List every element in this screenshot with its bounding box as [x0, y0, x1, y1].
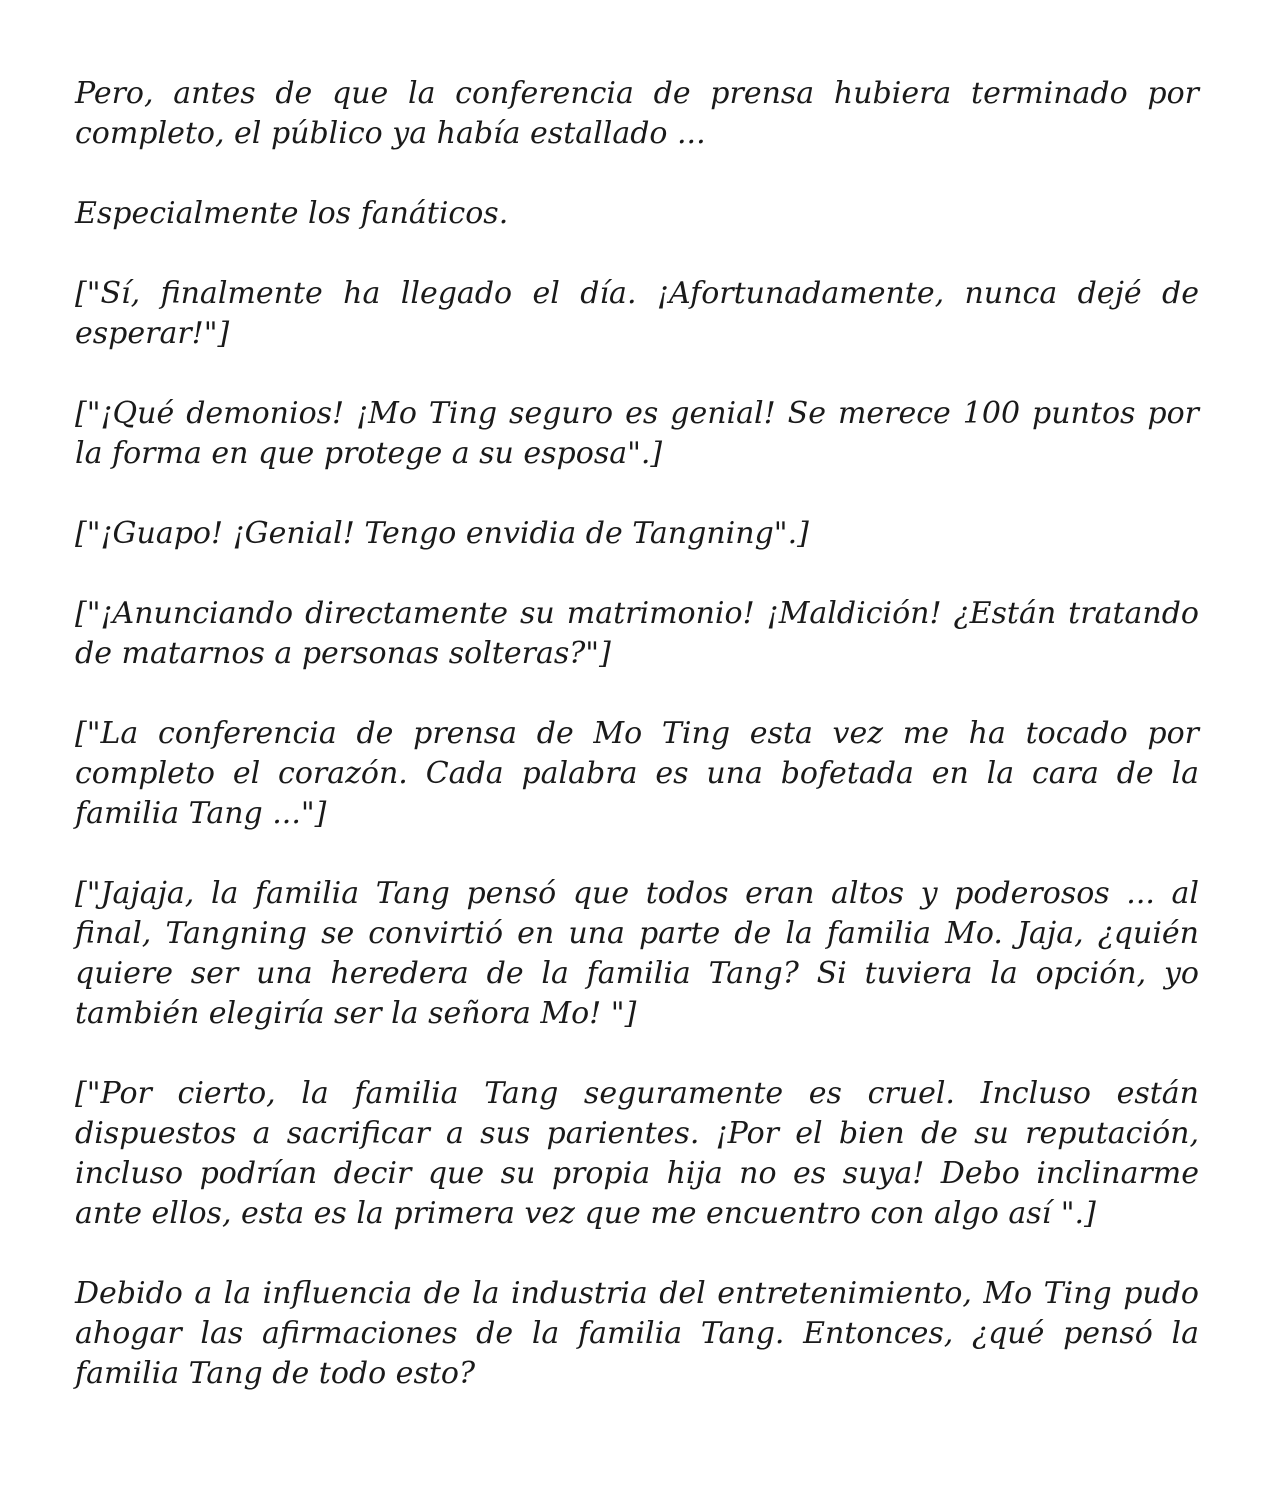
- comment-2: ["¡Qué demonios! ¡Mo Ting seguro es genial! Se merece 100 puntos por la forma en que protege a su esposa".]: [75, 396, 1199, 471]
- paragraph-fans: Especialmente los fanáticos.: [75, 196, 509, 231]
- paragraph-conclusion: Debido a la influencia de la industria del entretenimiento, Mo Ting pudo ahogar las afirmaciones de la familia Tang. Entonces, ¿qué pensó la familia Tang de todo esto?: [75, 1276, 1199, 1391]
- comment-7: ["Por cierto, la familia Tang seguramente es cruel. Incluso están dispuestos a sacrificar a sus parientes. ¡Por el bien de su reputación, incluso podrían decir que su propia hija no es suya! Debo inclinarme ante ellos, esta es la primera vez que me encuentro con algo así ".]: [75, 1076, 1199, 1231]
- comment-6: ["Jajaja, la familia Tang pensó que todos eran altos y poderosos ... al final, Tangning se convirtió en una parte de la familia Mo. Jaja, ¿quién quiere ser una heredera de la familia Tang? Si tuviera la opción, yo también elegiría ser la señora Mo! "]: [75, 876, 1199, 1031]
- comment-3: ["¡Guapo! ¡Genial! Tengo envidia de Tangning".]: [75, 516, 809, 551]
- comment-4: ["¡Anunciando directamente su matrimonio! ¡Maldición! ¿Están tratando de matarnos a personas solteras?"]: [75, 596, 1199, 671]
- document-body: [75, 74, 1199, 1394]
- paragraph-intro: Pero, antes de que la conferencia de prensa hubiera terminado por completo, el público ya había estallado ...: [75, 76, 1199, 151]
- comment-5: ["La conferencia de prensa de Mo Ting esta vez me ha tocado por completo el corazón. Cada palabra es una bofetada en la cara de la familia Tang ..."]: [75, 716, 1199, 831]
- comment-1: ["Sí, finalmente ha llegado el día. ¡Afortunadamente, nunca dejé de esperar!"]: [75, 276, 1199, 351]
